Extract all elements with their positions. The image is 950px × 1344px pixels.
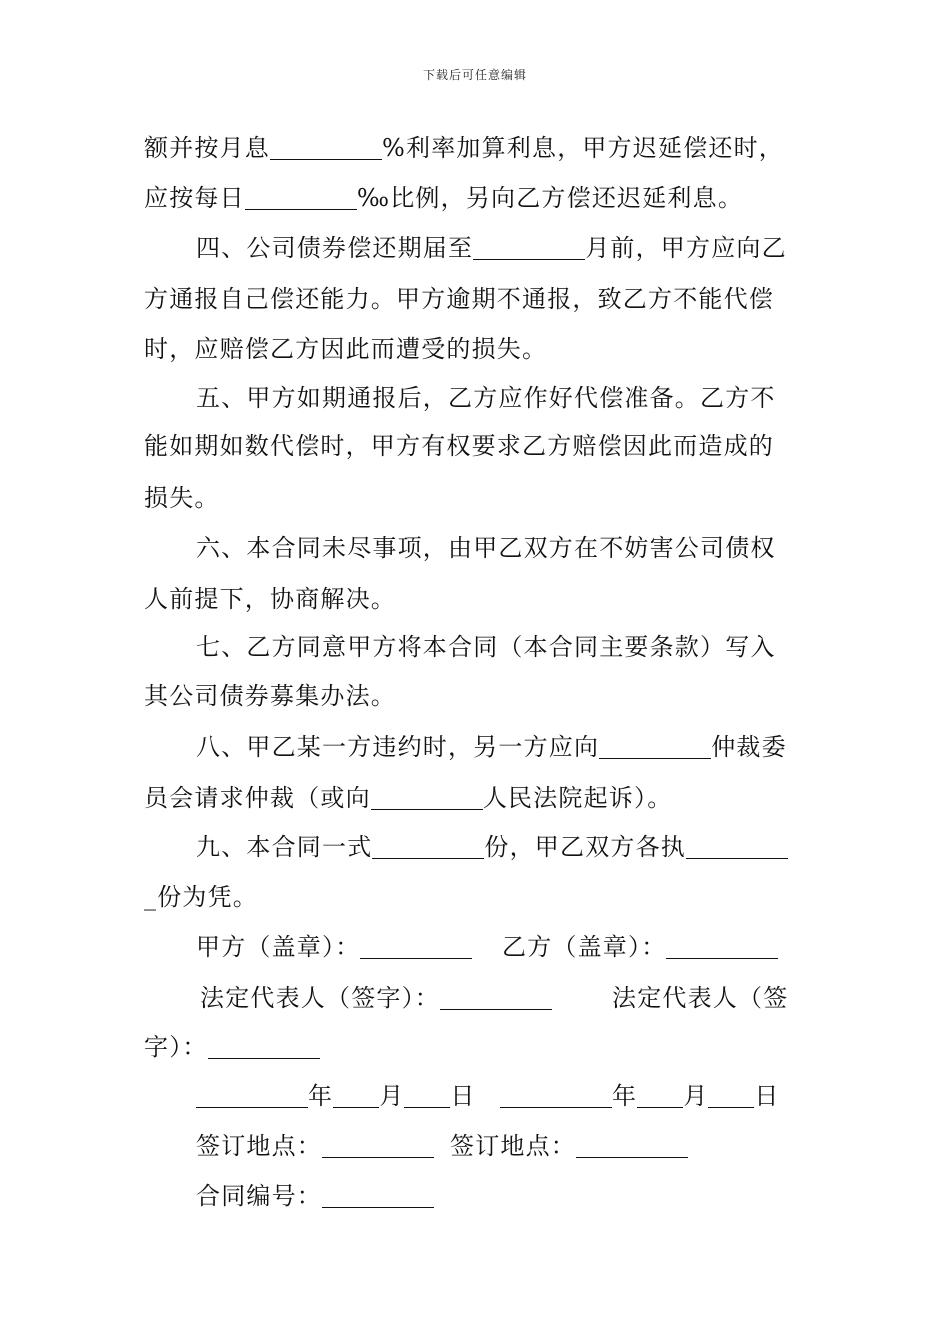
date-line <box>196 1080 476 1112</box>
place-line <box>196 1130 434 1162</box>
text-line: 其公司债券募集办法。 <box>144 682 396 710</box>
text-fragment: %利率加算利息，甲方迟延偿还时， <box>382 134 785 162</box>
text-line <box>144 132 784 164</box>
text-line: 能如期如数代偿时，甲方有权要求乙方赔偿因此而造成的 <box>144 432 774 460</box>
blank-line <box>473 237 585 260</box>
party-b-seal-label: 乙方（盖章）： <box>502 933 667 961</box>
text-line: 时，应赔偿乙方因此而遭受的损失。 <box>144 335 548 363</box>
rep-b-label: 字）： <box>144 1033 208 1061</box>
text-fragment: 额并按月息 <box>144 134 270 162</box>
blank-line <box>576 1135 688 1158</box>
text-line: 损失。 <box>144 484 220 512</box>
signature-line <box>502 931 778 963</box>
month-label: 月 <box>379 1082 405 1110</box>
text-fragment: 九、本合同一式 <box>196 833 373 861</box>
blank-line <box>686 836 788 859</box>
text-fragment: ‰比例，另向乙方偿还迟延利息。 <box>356 184 744 212</box>
blank-line <box>208 1036 320 1059</box>
blank-line <box>322 1185 434 1208</box>
text-fragment: 份，甲乙双方各执 <box>484 833 687 861</box>
text-fragment: 八、甲乙某一方违约时，另一方应向 <box>196 733 600 761</box>
blank-line <box>372 836 484 859</box>
text-fragment: 四、公司债券偿还期届至 <box>196 234 474 262</box>
rep-a-label: 法定代表人（签字）： <box>200 984 440 1012</box>
blank-line <box>270 137 382 160</box>
contract-number-line <box>196 1180 434 1212</box>
text-fragment: 应按每日 <box>144 184 245 212</box>
text-line: 人前提下，协商解决。 <box>144 585 396 613</box>
text-fragment: 员会请求仲裁（或向 <box>144 784 371 812</box>
blank-line <box>440 987 552 1010</box>
year-label: 年 <box>308 1082 334 1110</box>
blank-line <box>708 1085 754 1108</box>
text-line <box>144 182 743 214</box>
text-line: 七、乙方同意甲方将本合同（本合同主要条款）写入 <box>196 633 776 661</box>
day-label: 日 <box>754 1082 780 1110</box>
blank-line <box>360 936 472 959</box>
blank-line <box>245 187 357 210</box>
place-line <box>450 1130 688 1162</box>
text-fragment: 月前，甲方应向乙 <box>585 234 787 262</box>
month-label: 月 <box>683 1082 709 1110</box>
signature-line <box>200 982 552 1014</box>
blank-line <box>333 1085 379 1108</box>
text-line: 六、本合同未尽事项，由甲乙双方在不妨害公司债权 <box>196 534 776 562</box>
signature-line <box>196 931 472 963</box>
year-label: 年 <box>612 1082 638 1110</box>
blank-line <box>500 1085 612 1108</box>
place-a-label: 签订地点： <box>196 1132 322 1160</box>
text-line <box>144 782 672 814</box>
blank-line <box>322 1135 434 1158</box>
day-label: 日 <box>450 1082 476 1110</box>
blank-line <box>666 936 778 959</box>
blank-line <box>371 787 483 810</box>
text-line: _份为凭。 <box>144 883 258 911</box>
page-header: 下载后可任意编辑 <box>422 68 527 82</box>
blank-line <box>196 1085 308 1108</box>
text-line <box>196 831 788 863</box>
blank-line <box>404 1085 450 1108</box>
text-line: 五、甲方如期通报后，乙方应作好代偿准备。乙方不 <box>196 384 776 412</box>
text-line <box>196 232 787 264</box>
place-b-label: 签订地点： <box>450 1132 576 1160</box>
signature-line <box>144 1031 320 1063</box>
blank-line <box>637 1085 683 1108</box>
blank-line <box>599 736 711 759</box>
text-fragment: 仲裁委 <box>711 733 787 761</box>
signature-line: 法定代表人（签 <box>612 984 789 1012</box>
text-line <box>196 731 787 763</box>
text-line: 方通报自己偿还能力。甲方逾期不通报，致乙方不能代偿 <box>144 285 774 313</box>
contract-number-label: 合同编号： <box>196 1182 322 1210</box>
text-fragment: 人民法院起诉）。 <box>482 784 673 812</box>
date-line <box>500 1080 780 1112</box>
party-a-seal-label: 甲方（盖章）： <box>196 933 361 961</box>
